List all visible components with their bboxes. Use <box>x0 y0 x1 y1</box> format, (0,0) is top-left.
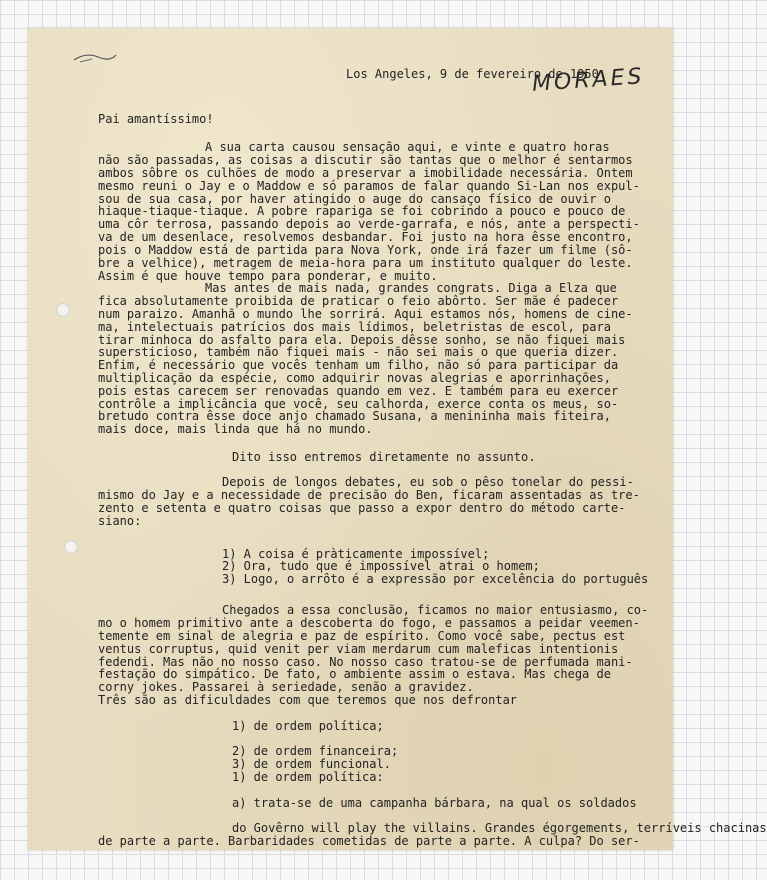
letter-line: va de um desenlace, resolvemos desbandar. Foi justo na hora êsse encontro, <box>98 230 633 244</box>
letter-line: hiaque-tiaque-tiaque. A pobre rapariga se foi cobrindo a pouco e pouco de <box>98 204 626 218</box>
letter-line: Três são as dificuldades com que teremos que nos defrontar <box>98 693 518 707</box>
letter-line: Depois de longos debates, eu sob o pêso tonelar do pessi- <box>222 475 634 489</box>
letter-line: a) trata-se de uma campanha bárbara, na qual os soldados <box>232 796 637 810</box>
letter-line: festação do simpático. De fato, o ambiente assim o estava. Mas chega de <box>98 667 611 681</box>
letter-line: do Govêrno will play the villains. Grandes égorgements, terríveis chacinas <box>232 821 767 835</box>
letter-line: uma côr terrosa, passando depois ao verde-garrafa, e nós, ante a perspecti- <box>98 217 640 231</box>
letter-line: num paraizo. Amanhã o mundo lhe sorrirá. Aqui estamos nós, homens de cine- <box>98 307 633 321</box>
letter-line: supersticioso, também não fiquei mais - não sei mais o que queria dizer. <box>98 345 619 359</box>
letter-line: mais doce, mais linda que há no mundo. <box>98 422 373 436</box>
pencil-mark <box>72 50 118 64</box>
letter-line: 2) de ordem financeira; <box>232 744 399 758</box>
letter-line: 1) de ordem política: <box>232 770 384 784</box>
letter-line: multiplicação da espécie, como adquirir novas alegrias e aporrinhações, <box>98 371 611 385</box>
letter-line: fica absolutamente proibida de praticar o feio abôrto. Ser mãe é padecer <box>98 294 619 308</box>
letter-line: 2) Ora, tudo que é impossível atrai o homem; <box>222 559 540 573</box>
letter-line: bretudo contra êsse doce anjo chamado Susana, a menininha mais fiteira, <box>98 409 611 423</box>
letter-line: siano: <box>98 514 142 528</box>
punch-hole-top <box>56 303 70 317</box>
letter-line: tirar minhoca do asfalto para ela. Depois dêsse sonho, se não fiquei mais <box>98 333 626 347</box>
letter-line: mo o homem primitivo ante a descoberta do fogo, e passamos a peidar veemen- <box>98 616 640 630</box>
letter-line: 1) A coisa é pràticamente impossível; <box>222 547 490 561</box>
letter-line: ma, intelectuais patrícios dos mais lídimos, beletristas de escol, para <box>98 320 611 334</box>
salutation: Pai amantíssimo! <box>98 112 214 126</box>
letter-line: Assim é que houve tempo para ponderar, e muito. <box>98 269 438 283</box>
letter-line: pois estas carecem ser renovadas quando em vez. E também para eu exercer <box>98 384 619 398</box>
letter-line: Enfim, é necessário que vocês tenham um filho, não só para participar da <box>98 358 619 372</box>
letter-line: 1) de ordem política; <box>232 719 384 733</box>
letter-line: 3) de ordem funcional. <box>232 757 391 771</box>
letter-line: Mas antes de mais nada, grandes congrats. Diga a Elza que <box>205 281 617 295</box>
letter-line: mesmo reuni o Jay e o Maddow e só paramos de falar quando Si-Lan nos expul- <box>98 179 640 193</box>
handwritten-annotation: MORAES <box>531 64 646 97</box>
dateline: Los Angeles, 9 de fevereiro de 1950 <box>346 67 599 81</box>
letter-line: zento e setenta e quatro coisas que passo a expor dentro do método carte- <box>98 501 626 515</box>
punch-hole-bottom <box>64 540 78 554</box>
letter-line: A sua carta causou sensação aqui, e vinte e quatro horas <box>205 140 610 154</box>
letter-line: Chegados a essa conclusão, ficamos no maior entusiasmo, co- <box>222 603 649 617</box>
letter-line: mismo do Jay e a necessidade de precisão do Ben, ficaram assentadas as tre- <box>98 488 640 502</box>
letter-line: ventus corruptus, quid venit per viam merdarum cum maleficas intentionis <box>98 642 619 656</box>
letter-line: contrôle a implicância que você, seu calhorda, exerce conta os meus, so- <box>98 397 619 411</box>
letter-line: bre a velhice), metragem de meia-hora para um instituto qualquer do leste. <box>98 256 633 270</box>
letter-line: ambos sôbre os culhões de modo a preservar a imobilidade necessária. Ontem <box>98 166 633 180</box>
letter-line: sou de sua casa, por haver atingido o auge do cansaço físico de ouvir o <box>98 192 611 206</box>
letter-line: temente em sinal de alegria e paz de espírito. Como você sabe, pectus est <box>98 629 626 643</box>
letter-line: 3) Logo, o arrôto é a expressão por excelência do português <box>222 572 649 586</box>
letter-line: Dito isso entremos diretamente no assunto. <box>232 450 536 464</box>
letter-line: fedendi. Mas não no nosso caso. No nosso caso tratou-se de perfumada mani- <box>98 655 633 669</box>
letter-line: pois o Maddow está de partida para Nova York, onde irá fazer um filme (sô- <box>98 243 633 257</box>
letter-line: não são passadas, as coisas a discutir são tantas que o melhor é sentarmos <box>98 153 633 167</box>
letter-line: corny jokes. Passarei à seriedade, senão a gravidez. <box>98 680 474 694</box>
letter-line: de parte a parte. Barbaridades cometidas de parte a parte. A culpa? Do ser- <box>98 834 640 848</box>
